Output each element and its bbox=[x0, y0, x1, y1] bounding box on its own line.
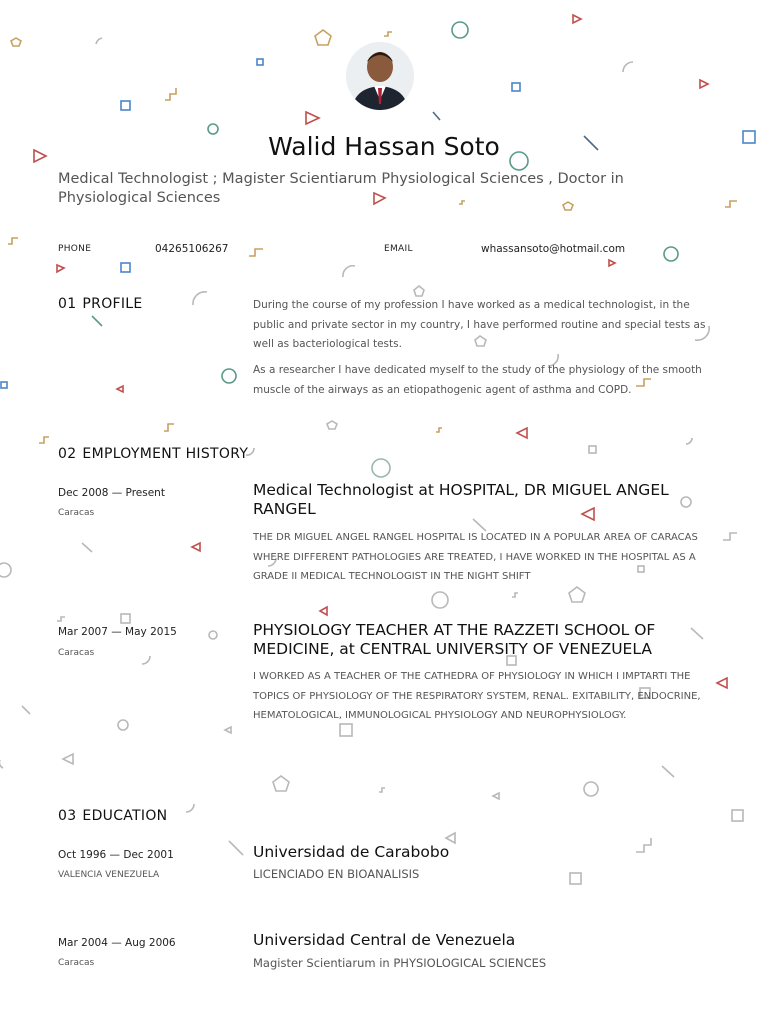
job-1-description: THE DR MIGUEL ANGEL RANGEL HOSPITAL IS LOCATED IN A POPULAR AREA OF CARACAS WHERE DIFFERENT PATHOLOGIES ARE TREATED, I HAVE WORKED IN THE HOSPITAL AS A GRADE II MEDICAL TECHNOLOGIST IN THE NIGHT SHIFT bbox=[253, 532, 698, 582]
section-number: 02 bbox=[58, 446, 77, 462]
phone-label: PHONE bbox=[58, 244, 92, 254]
section-label: PROFILE bbox=[82, 296, 143, 312]
job-1-date: Dec 2008 — Present bbox=[58, 487, 165, 499]
job-1-title: Medical Technologist at HOSPITAL, DR MIGUEL ANGEL RANGEL bbox=[253, 481, 669, 518]
email-link[interactable]: whassansoto@hotmail.com bbox=[481, 243, 626, 255]
section-label: EMPLOYMENT HISTORY bbox=[82, 446, 249, 462]
section-title-employment bbox=[58, 446, 248, 462]
professional-subtitle: Medical Technologist ; Magister Scientiarum Physiological Sciences , Doctor in Physiological Sciences bbox=[58, 171, 624, 206]
job-1-location: Caracas bbox=[58, 508, 95, 518]
full-name: Walid Hassan Soto bbox=[268, 132, 500, 161]
profile-paragraph-1: During the course of my profession I have worked as a medical technologist, in the public and private sector in my country, I have performed routine and special tests as well as bacteriological tests. bbox=[253, 299, 706, 350]
edu-1-date: Oct 1996 — Dec 2001 bbox=[58, 849, 174, 861]
section-label: EDUCATION bbox=[82, 808, 168, 824]
job-2-title: PHYSIOLOGY TEACHER AT THE RAZZETI SCHOOL OF MEDICINE, at CENTRAL UNIVERSITY OF VENEZUELA bbox=[253, 621, 656, 658]
email-label: EMAIL bbox=[384, 244, 413, 254]
edu-2-degree: Magister Scientiarum in PHYSIOLOGICAL SCIENCES bbox=[253, 956, 547, 970]
job-2-location: Caracas bbox=[58, 648, 95, 658]
section-number: 01 bbox=[58, 296, 77, 312]
avatar bbox=[346, 42, 414, 110]
job-2-description: I WORKED AS A TEACHER OF THE CATHEDRA OF PHYSIOLOGY IN WHICH I IMPTARTI THE TOPICS OF PHYSIOLOGY OF THE RESPIRATORY SYSTEM, RENAL. EXITABILITY, ENDOCRINE, HEMATOLOGICAL, IMMUNOLOGICAL PHYSIOLOGY AND NEUROPHYSIOLOGY. bbox=[253, 671, 701, 721]
profile-paragraph-2: As a researcher I have dedicated myself to the study of the physiology of the smooth muscle of the airways as an etiopathogenic agent of asthma and COPD. bbox=[253, 364, 702, 396]
phone-value: 04265106267 bbox=[155, 243, 229, 255]
edu-2-date: Mar 2004 — Aug 2006 bbox=[58, 937, 176, 949]
edu-1-location: VALENCIA VENEZUELA bbox=[58, 870, 160, 880]
edu-1-school: Universidad de Carabobo bbox=[253, 843, 450, 861]
section-title-profile bbox=[58, 296, 143, 312]
section-number: 03 bbox=[58, 808, 77, 824]
job-2-date: Mar 2007 — May 2015 bbox=[58, 626, 177, 638]
edu-1-degree: LICENCIADO EN BIOANALISIS bbox=[253, 867, 420, 881]
profile-photo bbox=[346, 42, 414, 110]
section-title-education bbox=[58, 808, 167, 824]
edu-2-school: Universidad Central de Venezuela bbox=[253, 931, 516, 949]
edu-2-location: Caracas bbox=[58, 958, 95, 968]
